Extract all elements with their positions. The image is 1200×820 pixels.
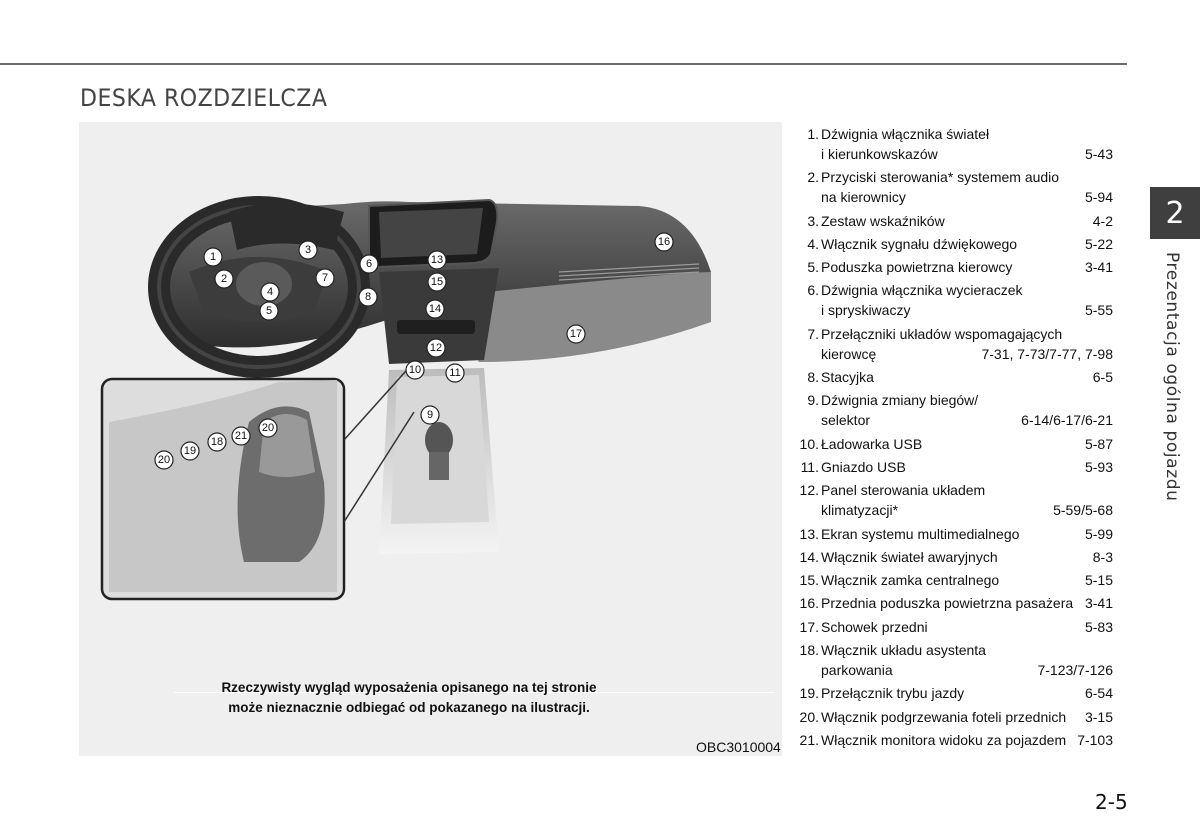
callout-19 bbox=[181, 442, 199, 460]
legend-item-page: 6-5 bbox=[1092, 369, 1113, 386]
legend-item-page: 7-123/7-126 bbox=[1037, 662, 1113, 679]
legend-item-page: 5-43 bbox=[1084, 146, 1113, 162]
legend-item-text: Przełączniki układów wspomagających bbox=[821, 325, 1063, 342]
legend-item-text: Panel sterowania układem bbox=[821, 482, 986, 499]
legend-item-number: 10. bbox=[799, 435, 819, 452]
legend-item-page: 7-31, 7-73/7-77, 7-98 bbox=[981, 345, 1113, 362]
legend-item-number: 3. bbox=[807, 212, 819, 229]
legend-item-page: 3-15 bbox=[1084, 708, 1113, 725]
legend-item-number: 15. bbox=[799, 572, 819, 589]
callout-17 bbox=[567, 325, 585, 343]
legend-item-text: Dźwignia włącznika wycieraczek bbox=[821, 282, 1023, 299]
legend-item-text: kierowcę bbox=[821, 345, 877, 362]
chapter-name: Prezentacja ogólna pojazdu bbox=[1162, 252, 1182, 502]
legend-item-page: 5-59/5-68 bbox=[1053, 502, 1113, 519]
svg-text:6: 6 bbox=[365, 258, 373, 270]
legend-item-page: 6-54 bbox=[1084, 685, 1113, 702]
disclaimer-line-2: może nieznacznie odbiegać od pokazanego na ilustracji. bbox=[228, 700, 590, 715]
callout-10 bbox=[406, 361, 424, 379]
legend-item bbox=[792, 167, 1113, 207]
svg-text:20: 20 bbox=[261, 422, 275, 434]
callout-21 bbox=[232, 427, 250, 445]
legend-item-page: 6-14/6-17/6-21 bbox=[1021, 412, 1113, 429]
legend-item-number: 8. bbox=[807, 369, 819, 386]
callout-11 bbox=[446, 364, 464, 382]
legend-item-number: 5. bbox=[807, 259, 819, 276]
legend-item-number: 2. bbox=[807, 169, 819, 186]
callout-8 bbox=[359, 288, 377, 306]
disclaimer-line-1: Rzeczywisty wygląd wyposażenia opisanego na tej stronie bbox=[221, 680, 597, 695]
figure-code: OBC3010004 bbox=[696, 739, 781, 755]
legend-item-page: 5-94 bbox=[1084, 189, 1113, 206]
top-rule bbox=[0, 63, 1127, 65]
legend-item-number: 12. bbox=[799, 482, 819, 499]
legend-item bbox=[792, 547, 1113, 567]
legend-item-text: parkowania bbox=[821, 662, 893, 679]
callout-4 bbox=[261, 283, 279, 301]
legend-item-text: Włącznik zamka centralnego bbox=[821, 572, 1000, 589]
dashboard-illustration bbox=[79, 122, 782, 756]
legend-item bbox=[792, 324, 1113, 364]
legend-item-page: 5-99 bbox=[1084, 525, 1113, 542]
legend-item-page: 4-2 bbox=[1092, 212, 1113, 229]
legend-item-text: Włącznik świateł awaryjnych bbox=[821, 548, 998, 565]
legend-item-text: Włącznik układu asystenta bbox=[821, 642, 986, 659]
legend-item-number: 21. bbox=[799, 731, 819, 748]
legend-item-text: Ekran systemu multimedialnego bbox=[821, 525, 1020, 542]
svg-text:4: 4 bbox=[266, 286, 274, 298]
legend-item-text: Przednia poduszka powietrzna pasażera bbox=[821, 595, 1074, 612]
legend-item-page: 5-22 bbox=[1084, 235, 1113, 252]
legend-item bbox=[792, 593, 1113, 613]
legend-item-number: 13. bbox=[799, 525, 819, 542]
legend-item-text: Przełącznik trybu jazdy bbox=[821, 685, 965, 702]
legend-item-text: Gniazdo USB bbox=[821, 458, 906, 475]
legend-item-text: Zestaw wskaźników bbox=[821, 212, 945, 229]
legend-item-text: Poduszka powietrzna kierowcy bbox=[821, 259, 1013, 276]
callout-9 bbox=[421, 406, 439, 424]
legend-item-number: 9. bbox=[807, 392, 819, 409]
legend-item bbox=[792, 280, 1113, 320]
legend-item-page: 7-103 bbox=[1077, 731, 1113, 748]
legend-item bbox=[792, 683, 1113, 703]
legend-item-text: Ładowarka USB bbox=[821, 435, 923, 452]
legend-item bbox=[792, 234, 1113, 254]
legend-item-page: 3-41 bbox=[1084, 259, 1113, 276]
dashboard-drawing bbox=[79, 122, 782, 756]
legend-item bbox=[792, 707, 1113, 727]
legend-item-number: 20. bbox=[799, 708, 819, 725]
legend-item bbox=[792, 524, 1113, 544]
callout-20-b bbox=[259, 419, 277, 437]
svg-text:2: 2 bbox=[220, 273, 228, 285]
callout-15 bbox=[428, 273, 446, 291]
callout-7 bbox=[316, 269, 334, 287]
callout-13 bbox=[428, 251, 446, 269]
legend-item-number: 14. bbox=[799, 548, 819, 565]
svg-text:7: 7 bbox=[321, 272, 329, 284]
legend-item bbox=[792, 124, 1113, 164]
callout-12 bbox=[427, 339, 445, 357]
legend-item-page: 5-87 bbox=[1084, 435, 1113, 452]
legend-item-text: i kierunkowskazów bbox=[821, 146, 938, 162]
legend-list bbox=[792, 124, 1113, 753]
legend-item bbox=[792, 570, 1113, 590]
chapter-tab: 2 bbox=[1150, 187, 1200, 239]
legend-item bbox=[792, 434, 1113, 454]
callout-2 bbox=[215, 270, 233, 288]
legend-item bbox=[792, 640, 1113, 680]
page-number: 2-5 bbox=[1095, 790, 1128, 814]
legend-item-number: 11. bbox=[800, 458, 819, 475]
legend-item-page: 5-15 bbox=[1084, 572, 1113, 589]
page-title: DESKA ROZDZIELCZA bbox=[80, 84, 328, 112]
legend-item-text: selektor bbox=[821, 412, 871, 429]
legend-item bbox=[792, 617, 1113, 637]
legend-item-text: na kierownicy bbox=[821, 189, 906, 206]
legend-item-page: 3-41 bbox=[1084, 595, 1113, 612]
svg-text:17: 17 bbox=[569, 328, 583, 340]
svg-text:1: 1 bbox=[209, 251, 217, 263]
svg-text:9: 9 bbox=[426, 409, 434, 421]
legend-item bbox=[792, 390, 1113, 430]
svg-text:3: 3 bbox=[304, 244, 312, 256]
legend-item bbox=[792, 730, 1113, 750]
legend-item-text: Włącznik sygnału dźwiękowego bbox=[821, 235, 1018, 252]
legend-item-number: 16. bbox=[799, 595, 819, 612]
legend-item-text: Schowek przedni bbox=[821, 618, 928, 635]
svg-text:18: 18 bbox=[210, 436, 224, 448]
callout-18 bbox=[208, 433, 226, 451]
legend-item-number: 19. bbox=[799, 685, 819, 702]
callout-5 bbox=[260, 302, 278, 320]
legend-item-text: Dźwignia zmiany biegów/ bbox=[821, 392, 979, 409]
callout-3 bbox=[299, 241, 317, 259]
callout-16 bbox=[655, 233, 673, 251]
legend-item-number: 18. bbox=[799, 642, 819, 659]
svg-text:8: 8 bbox=[364, 291, 372, 303]
svg-text:13: 13 bbox=[430, 254, 444, 266]
svg-text:10: 10 bbox=[408, 364, 422, 376]
callout-14 bbox=[426, 300, 444, 318]
legend-item bbox=[792, 480, 1113, 520]
legend-item-text: Włącznik podgrzewania foteli przednich bbox=[821, 708, 1067, 725]
legend-item-number: 4. bbox=[807, 235, 819, 252]
legend-item-number: 1. bbox=[807, 126, 819, 142]
legend-item-page: 8-3 bbox=[1092, 548, 1113, 565]
callout-20 bbox=[155, 451, 173, 469]
svg-text:14: 14 bbox=[428, 303, 442, 315]
legend-item-page: 5-55 bbox=[1084, 302, 1113, 319]
legend-item-page: 5-83 bbox=[1084, 618, 1113, 635]
svg-text:19: 19 bbox=[183, 445, 197, 457]
svg-text:21: 21 bbox=[234, 430, 248, 442]
illustration-disclaimer bbox=[189, 678, 629, 718]
legend-item-number: 7. bbox=[807, 325, 819, 342]
legend-item-text: klimatyzacji* bbox=[821, 502, 899, 519]
legend-item-text: Dźwignia włącznika świateł bbox=[821, 126, 990, 142]
legend-item-number: 17. bbox=[799, 618, 819, 635]
legend-item bbox=[792, 367, 1113, 387]
svg-text:16: 16 bbox=[657, 236, 671, 248]
legend-item-text: Przyciski sterowania* systemem audio bbox=[821, 169, 1060, 186]
legend-item-number: 6. bbox=[807, 282, 819, 299]
callout-6 bbox=[360, 255, 378, 273]
svg-text:20: 20 bbox=[157, 454, 171, 466]
svg-text:15: 15 bbox=[430, 276, 444, 288]
legend-item bbox=[792, 457, 1113, 477]
legend-item-text: Włącznik monitora widoku za pojazdem bbox=[821, 731, 1067, 748]
legend-item-page: 5-93 bbox=[1084, 458, 1113, 475]
legend-item-text: Stacyjka bbox=[821, 369, 874, 386]
callout-1 bbox=[204, 248, 222, 266]
svg-text:5: 5 bbox=[265, 305, 273, 317]
legend-item-text: i spryskiwaczy bbox=[821, 302, 911, 319]
legend-item bbox=[792, 211, 1113, 231]
svg-text:11: 11 bbox=[449, 367, 461, 379]
svg-text:12: 12 bbox=[429, 342, 443, 354]
legend-item bbox=[792, 257, 1113, 277]
